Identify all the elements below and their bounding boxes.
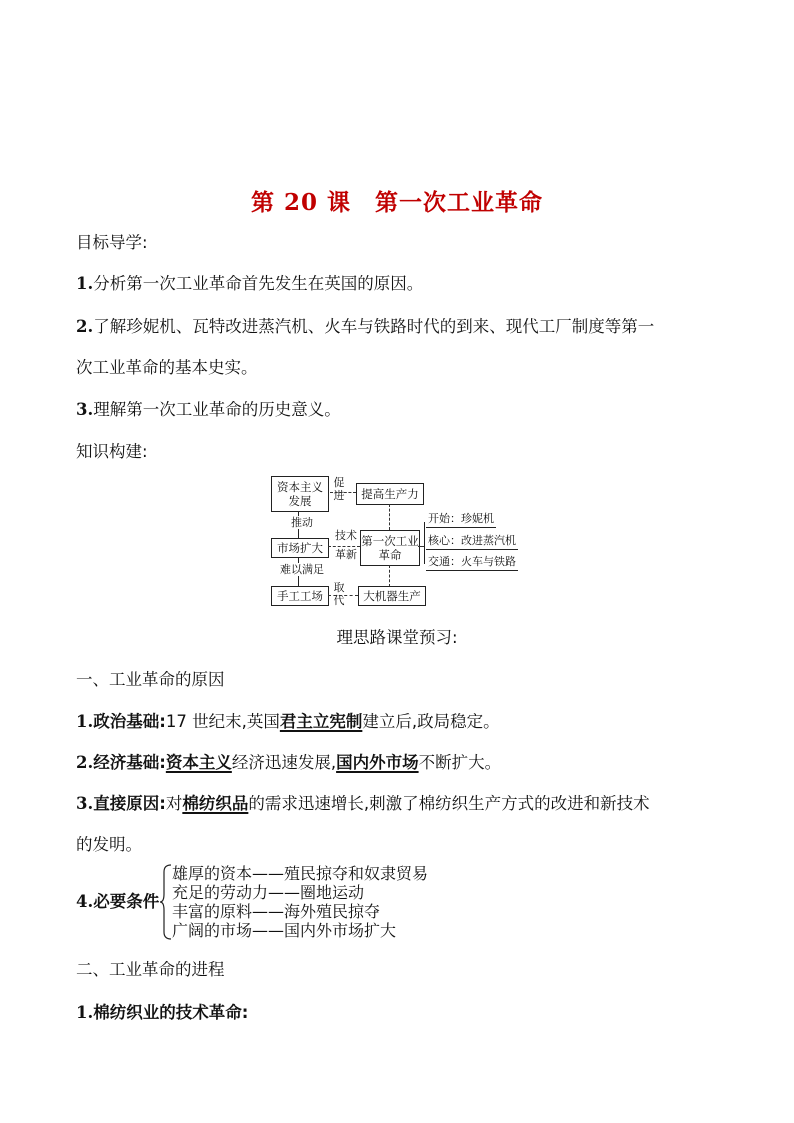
- box-workshop: 手工工场: [271, 586, 329, 606]
- goal-num: 1.: [76, 274, 94, 293]
- connector: [389, 565, 390, 587]
- goal-item-1: [76, 272, 423, 296]
- para-text: 不断扩大。: [418, 753, 502, 772]
- para-label: 棉纺织业的技术革命:: [93, 1003, 249, 1022]
- goal-item-2-cont: [76, 356, 258, 380]
- label-hard: 难以满足: [274, 563, 330, 576]
- brace-icon: [159, 864, 173, 940]
- label-tech-2: 革新: [335, 548, 357, 561]
- goal-text: 理解第一次工业革命的历史意义。: [93, 400, 341, 419]
- para-label: 必要条件: [93, 892, 160, 911]
- goal-text: 了解珍妮机、瓦特改进蒸汽机、火车与铁路时代的到来、现代工厂制度等第一: [93, 317, 655, 336]
- para-text: 对: [165, 794, 183, 813]
- item-core: 核心：改进蒸汽机: [426, 532, 518, 550]
- answer-blank: 君主立宪制: [279, 712, 363, 731]
- item-start: 开始：珍妮机: [426, 510, 496, 528]
- label-replace: 取代: [333, 581, 345, 607]
- box-machine: 大机器生产: [358, 586, 426, 606]
- item-transport: 交通：火车与铁路: [426, 553, 518, 571]
- connector: [330, 492, 356, 493]
- para-num: 1.: [76, 1003, 94, 1022]
- goal-item-3: [76, 398, 341, 422]
- preview-caption: 理思路课堂预习:: [336, 628, 458, 647]
- page-title: 第 20 课 第一次工业革命: [250, 189, 544, 216]
- connector: [418, 546, 424, 547]
- goal-text: 次工业革命的基本史实。: [76, 358, 258, 377]
- knowledge-heading: 知识构建:: [76, 442, 148, 461]
- para-num: 2.: [76, 753, 94, 772]
- box-productivity: 提高生产力: [356, 483, 424, 505]
- box-market: 市场扩大: [271, 538, 329, 558]
- section1-p1: [76, 710, 500, 734]
- section1-p3: [76, 792, 650, 816]
- label-push: 推动: [282, 516, 322, 529]
- goal-num: 3.: [76, 400, 94, 419]
- section1-p3-cont: 的发明。: [76, 835, 142, 854]
- connector: [328, 595, 358, 596]
- para-num: 1.: [76, 712, 94, 731]
- section2-heading: 二、工业革命的进程: [76, 960, 225, 979]
- para-text: 17 世纪末,英国: [165, 712, 280, 731]
- para-text: 经济迅速发展,: [231, 753, 337, 772]
- answer-blank: 棉纺织品: [182, 794, 249, 813]
- conditions-label-line: [76, 890, 159, 914]
- para-text: 建立后,政局稳定。: [362, 712, 500, 731]
- knowledge-diagram: [268, 474, 530, 610]
- para-label: 经济基础:: [93, 753, 166, 772]
- goals-heading: 目标导学:: [76, 233, 148, 252]
- connector: [389, 504, 390, 530]
- box-capitalism: 资本主义发展: [271, 476, 329, 512]
- section1-p2: [76, 751, 501, 775]
- condition-item: 广阔的市场——国内外市场扩大: [172, 921, 397, 940]
- para-num: 3.: [76, 794, 94, 813]
- goal-text: 分析第一次工业革命首先发生在英国的原因。: [93, 274, 424, 293]
- conditions-list: [172, 864, 428, 940]
- condition-item: 雄厚的资本——殖民掠夺和奴隶贸易: [172, 864, 429, 883]
- label-promote: 促进: [333, 476, 345, 502]
- answer-blank: 资本主义: [165, 753, 232, 772]
- connector: [424, 522, 425, 564]
- para-text: 的需求迅速增长,刺激了棉纺织生产方式的改进和新技术: [248, 794, 650, 813]
- answer-blank: 国内外市场: [336, 753, 419, 772]
- conditions-group: [76, 864, 576, 940]
- goal-item-2: [76, 315, 654, 339]
- goal-num: 2.: [76, 317, 94, 336]
- section1-heading: 一、工业革命的原因: [76, 670, 225, 689]
- para-num: 4.: [76, 892, 94, 911]
- label-tech-1: 技术: [335, 529, 357, 542]
- condition-item: 丰富的原料——海外殖民掠夺: [172, 902, 381, 921]
- connector: [328, 546, 360, 547]
- para-label: 直接原因:: [93, 794, 166, 813]
- para-label: 政治基础:: [93, 712, 166, 731]
- condition-item: 充足的劳动力——圈地运动: [172, 883, 365, 902]
- box-revolution: 第一次工业革命: [360, 530, 420, 566]
- section2-p1: [76, 1001, 248, 1025]
